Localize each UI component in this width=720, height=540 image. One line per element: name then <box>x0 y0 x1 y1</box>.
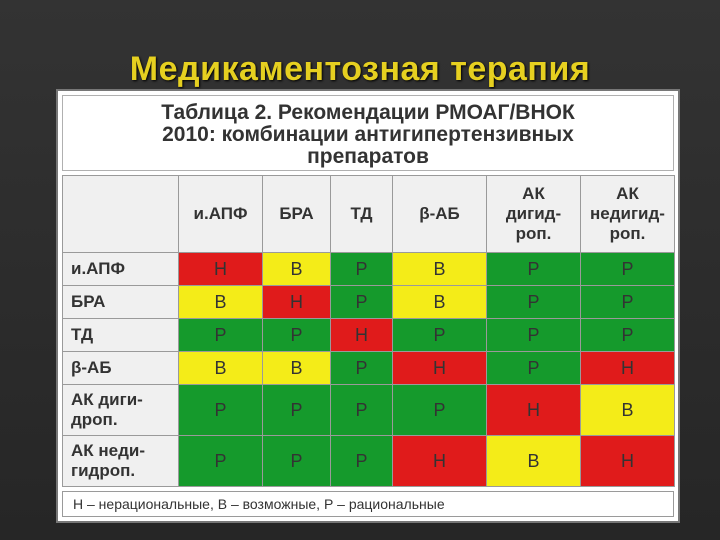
table-row <box>63 319 675 352</box>
rating-cell: Р <box>581 286 675 319</box>
table-caption <box>62 95 674 171</box>
table-row <box>63 253 675 286</box>
rating-cell: Р <box>331 385 393 436</box>
row-header: β-АБ <box>63 352 179 385</box>
column-header: β-АБ <box>393 176 487 253</box>
row-header: АК диги- дроп. <box>63 385 179 436</box>
rating-cell: В <box>263 352 331 385</box>
rating-cell: Р <box>393 385 487 436</box>
rating-cell: Р <box>487 253 581 286</box>
caption-line: Таблица 2. Рекомендации РМОАГ/ВНОК <box>161 101 575 124</box>
column-header: ТД <box>331 176 393 253</box>
rating-cell: Р <box>331 352 393 385</box>
rating-cell: Р <box>263 319 331 352</box>
row-header: и.АПФ <box>63 253 179 286</box>
rating-cell: Р <box>263 385 331 436</box>
rating-cell: Н <box>581 436 675 487</box>
rating-cell: В <box>179 286 263 319</box>
rating-cell: Н <box>393 436 487 487</box>
legend: Н – нерациональные, В – возможные, Р – рациональные <box>62 491 674 517</box>
table-frame <box>56 89 680 523</box>
rating-cell: В <box>393 253 487 286</box>
caption-line: 2010: комбинации антигипертензивных <box>162 123 574 146</box>
rating-cell: Н <box>179 253 263 286</box>
table-row <box>63 436 675 487</box>
column-header: АК недигид- роп. <box>581 176 675 253</box>
combination-table <box>62 175 675 487</box>
column-header: АК дигид- роп. <box>487 176 581 253</box>
rating-cell: Р <box>393 319 487 352</box>
rating-cell: Р <box>487 286 581 319</box>
column-header: БРА <box>263 176 331 253</box>
rating-cell: Р <box>179 436 263 487</box>
rating-cell: Н <box>393 352 487 385</box>
rating-cell: Р <box>331 436 393 487</box>
table-row <box>63 286 675 319</box>
rating-cell: Н <box>581 352 675 385</box>
rating-cell: Р <box>581 319 675 352</box>
rating-cell: Р <box>487 352 581 385</box>
slide-title: Медикаментозная терапия <box>129 50 591 88</box>
rating-cell: Р <box>581 253 675 286</box>
rating-cell: Р <box>487 319 581 352</box>
rating-cell: Р <box>179 385 263 436</box>
row-header: БРА <box>63 286 179 319</box>
rating-cell: В <box>581 385 675 436</box>
caption-line: препаратов <box>307 145 429 168</box>
row-header: АК неди- гидроп. <box>63 436 179 487</box>
rating-cell: В <box>393 286 487 319</box>
rating-cell: Н <box>331 319 393 352</box>
rating-cell: Р <box>331 286 393 319</box>
column-header: и.АПФ <box>179 176 263 253</box>
corner-cell <box>63 176 179 253</box>
rating-cell: В <box>263 253 331 286</box>
rating-cell: В <box>487 436 581 487</box>
row-header: ТД <box>63 319 179 352</box>
rating-cell: Н <box>263 286 331 319</box>
table-row <box>63 352 675 385</box>
rating-cell: В <box>179 352 263 385</box>
rating-cell: Р <box>263 436 331 487</box>
rating-cell: Р <box>179 319 263 352</box>
header-row <box>63 176 675 253</box>
table-row <box>63 385 675 436</box>
rating-cell: Н <box>487 385 581 436</box>
rating-cell: Р <box>331 253 393 286</box>
